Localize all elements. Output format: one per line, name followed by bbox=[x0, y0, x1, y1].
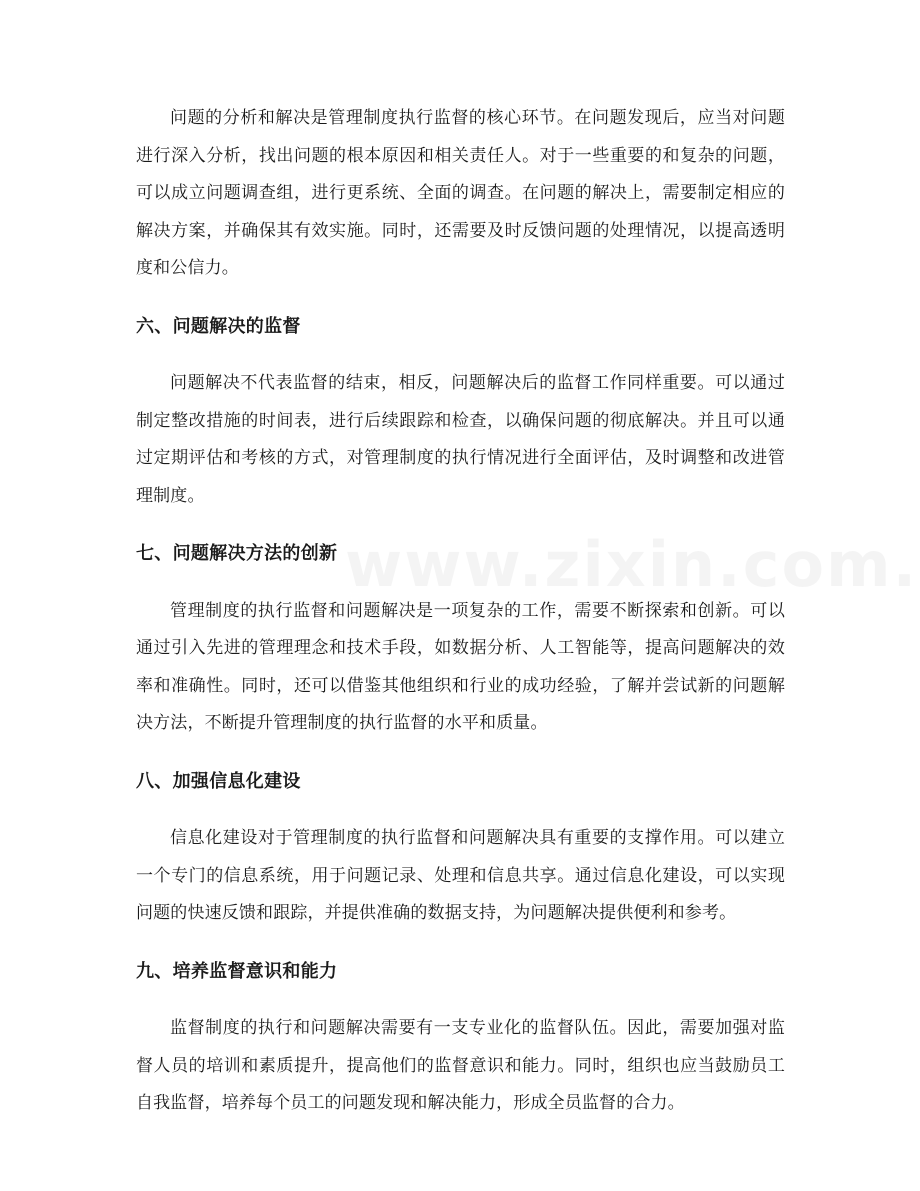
section-heading-6: 六、问题解决的监督 bbox=[136, 315, 301, 337]
section-paragraph-8: 信息化建设对于管理制度的执行监督和问题解决具有重要的支撑作用。可以建立一个专门的信息系统，用于问题记录、处理和信息共享。通过信息化建设，可以实现问题的快速反馈和跟踪，并提供准确的数据支持，为问题解决提供便利和参考。 bbox=[136, 828, 785, 923]
section-heading-8: 八、加强信息化建设 bbox=[136, 770, 301, 792]
section-heading-7: 七、问题解决方法的创新 bbox=[136, 543, 338, 564]
section-paragraph-6: 问题解决不代表监督的结束，相反，问题解决后的监督工作同样重要。可以通过制定整改措施的时间表，进行后续跟踪和检查，以确保问题的彻底解决。并且可以通过定期评估和考核的方式，对管理制度的执行情况进行全面评估，及时调整和改进管理制度。 bbox=[136, 373, 785, 506]
section-paragraph-9: 监督制度的执行和问题解决需要有一支专业化的监督队伍。因此，需要加强对监督人员的培训和素质提升，提高他们的监督意识和能力。同时，组织也应当鼓励员工自我监督，培养每个员工的问题发现和解决能力，形成全员监督的合力。 bbox=[136, 1018, 785, 1113]
intro-paragraph: 问题的分析和解决是管理制度执行监督的核心环节。在问题发现后，应当对问题进行深入分析，找出问题的根本原因和相关责任人。对于一些重要的和复杂的问题，可以成立问题调查组，进行更系统、全面的调查。在问题的解决上，需要制定相应的解决方案，并确保其有效实施。同时，还需要及时反馈问题的处理情况，以提高透明度和公信力。 bbox=[136, 108, 785, 278]
section-paragraph-7: 管理制度的执行监督和问题解决是一项复杂的工作，需要不断探索和创新。可以通过引入先进的管理理念和技术手段，如数据分析、人工智能等，提高问题解决的效率和准确性。同时，还可以借鉴其他组织和行业的成功经验，了解并尝试新的问题解决方法，不断提升管理制度的执行监督的水平和质量。 bbox=[136, 600, 785, 733]
section-heading-9: 九、培养监督意识和能力 bbox=[136, 960, 338, 982]
